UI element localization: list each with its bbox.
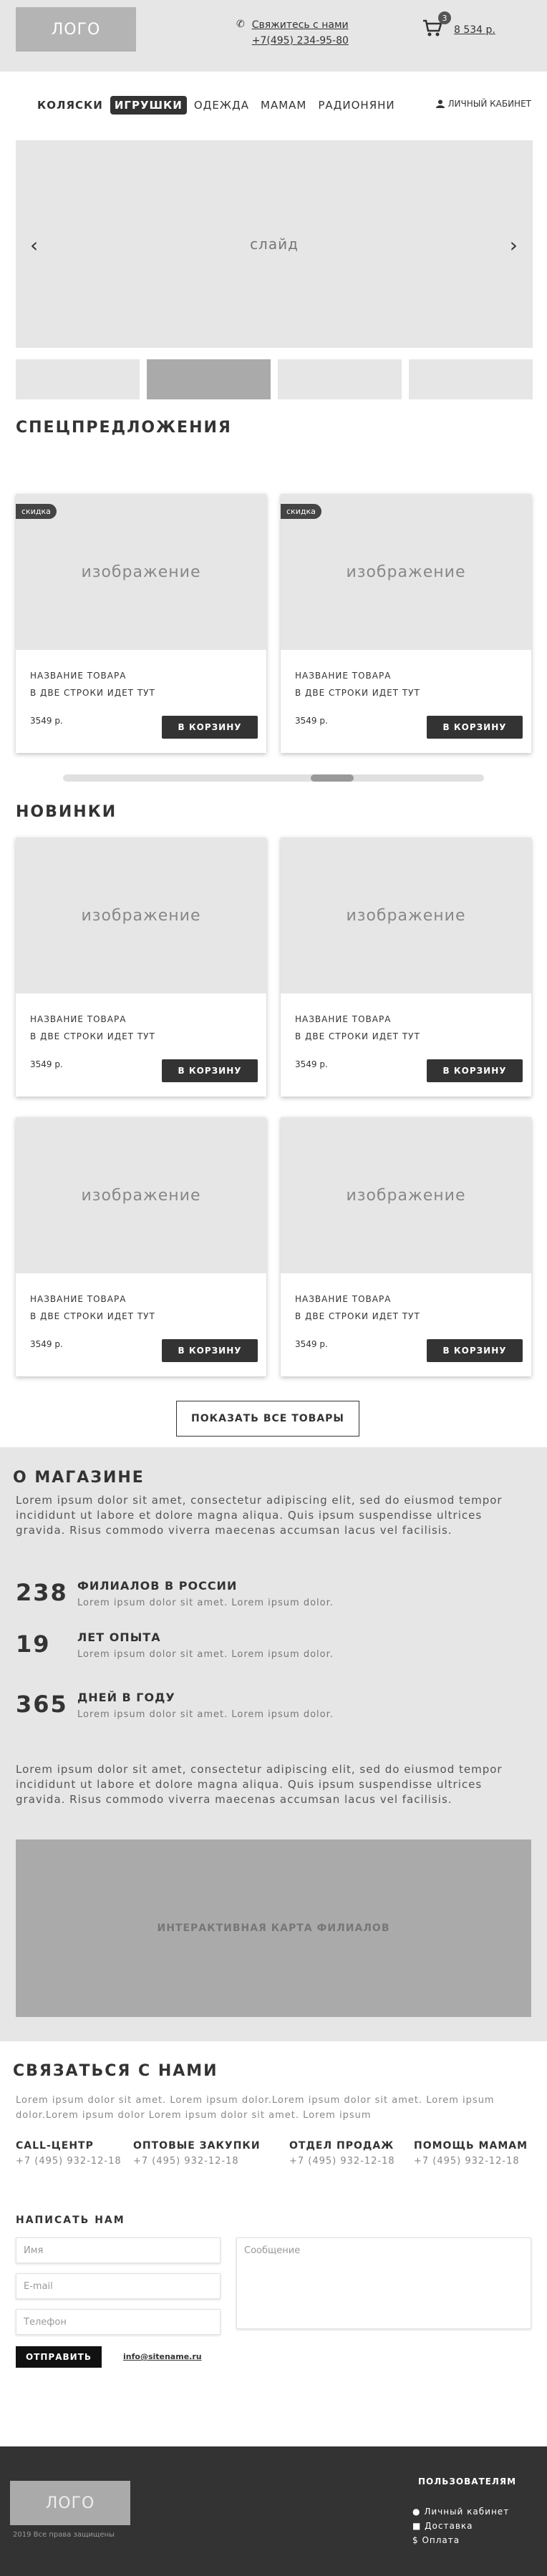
add-to-cart-button[interactable]: В КОРЗИНУ	[162, 1339, 258, 1362]
slider-prev-icon[interactable]: ‹	[30, 233, 39, 257]
header-top	[0, 0, 547, 72]
product-name-line1: НАЗВАНИЕ ТОВАРА	[295, 1014, 392, 1024]
contacts-text: Lorem ipsum dolor sit amet. Lorem ipsum dolor.Lorem ipsum dolor sit amet. Lorem ipsum dolor.Lorem ipsum dolor Lorem ipsum dolor sit amet. Lorem ipsum	[16, 2095, 495, 2121]
product-card	[281, 837, 531, 1097]
main-nav	[0, 72, 547, 139]
email-field[interactable]	[16, 2273, 221, 2299]
product-name-line2: В ДВЕ СТРОКИ ИДЕТ ТУТ	[30, 1031, 155, 1041]
nav-item-clothes[interactable]: ОДЕЖДА	[193, 99, 249, 112]
contact-column-phone[interactable]: +7 (495) 932-12-18	[133, 2156, 239, 2167]
user-icon	[436, 99, 445, 108]
product-name[interactable]	[295, 667, 420, 701]
scrollbar-thumb[interactable]	[311, 774, 354, 782]
product-name-line2: В ДВЕ СТРОКИ ИДЕТ ТУТ	[30, 688, 155, 698]
footer-users-title: ПОЛЬЗОВАТЕЛЯМ	[418, 2477, 517, 2487]
footer-link-account[interactable]	[412, 2507, 509, 2517]
product-image[interactable]: изображение	[16, 837, 266, 993]
stat-label: ДНЕЙ В ГОДУ	[77, 1691, 175, 1704]
footer	[0, 2446, 547, 2576]
stat-number: 238	[16, 1579, 68, 1606]
branches-map[interactable]: ИНТЕРАКТИВНАЯ КАРТА ФИЛИАЛОВ	[16, 1839, 531, 2017]
hero-slider[interactable]	[16, 140, 533, 348]
contact-column-title: ОТДЕЛ ПРОДАЖ	[289, 2140, 394, 2152]
cart[interactable]	[422, 13, 523, 44]
contact-column	[414, 2140, 528, 2167]
slider-thumb[interactable]	[409, 359, 533, 399]
account-label: ЛИЧНЫЙ КАБИНЕТ	[447, 99, 531, 109]
product-name[interactable]	[30, 1011, 155, 1045]
contact-block[interactable]	[236, 17, 349, 49]
product-image[interactable]: изображение	[281, 494, 531, 650]
product-name[interactable]	[30, 1291, 155, 1325]
nav-item-moms[interactable]: МАМАМ	[261, 99, 307, 112]
contact-title[interactable]: Свяжитесь с нами	[251, 19, 349, 31]
product-name-line1: НАЗВАНИЕ ТОВАРА	[295, 671, 392, 681]
slider-thumbs	[16, 359, 533, 399]
contact-column-title: ОПТОВЫЕ ЗАКУПКИ	[133, 2140, 261, 2152]
account-link[interactable]	[436, 99, 531, 109]
cart-sum[interactable]: 8 534 р.	[454, 24, 495, 36]
product-name[interactable]	[30, 667, 155, 701]
add-to-cart-button[interactable]: В КОРЗИНУ	[427, 716, 523, 739]
name-field[interactable]	[16, 2237, 221, 2263]
new-title: НОВИНКИ	[16, 803, 117, 821]
product-name[interactable]	[295, 1011, 420, 1045]
product-card	[281, 494, 531, 753]
slider-thumb-active[interactable]	[147, 359, 271, 399]
message-field[interactable]	[236, 2237, 531, 2329]
discount-badge: скидка	[281, 504, 321, 519]
specials-scrollbar[interactable]	[63, 774, 484, 782]
nav-item-toys[interactable]: ИГРУШКИ	[110, 96, 187, 115]
nav-item-strollers[interactable]: КОЛЯСКИ	[37, 99, 103, 112]
contact-column-phone[interactable]: +7 (495) 932-12-18	[289, 2156, 395, 2167]
phone-icon: ✆	[236, 19, 245, 30]
specials-title: СПЕЦПРЕДЛОЖЕНИЯ	[16, 419, 232, 437]
cart-count-badge: 3	[438, 11, 451, 24]
contact-phone[interactable]: +7(495) 234-95-80	[251, 35, 349, 47]
nav-item-baby-monitors[interactable]: РАДИОНЯНИ	[318, 99, 395, 112]
footer-link-label: Личный кабинет	[424, 2507, 510, 2517]
product-image[interactable]: изображение	[16, 1117, 266, 1273]
contact-column	[16, 2140, 122, 2167]
truck-icon: ■	[412, 2521, 422, 2531]
add-to-cart-button[interactable]: В КОРЗИНУ	[427, 1059, 523, 1082]
user-icon: ●	[412, 2507, 421, 2517]
logo[interactable]: ЛОГО	[16, 7, 136, 52]
slider-next-icon[interactable]: ›	[509, 233, 518, 257]
slider-thumb[interactable]	[278, 359, 402, 399]
contact-column	[133, 2140, 261, 2167]
product-name-line2: В ДВЕ СТРОКИ ИДЕТ ТУТ	[295, 1311, 420, 1321]
stat-item	[16, 1630, 531, 1673]
product-card	[16, 1117, 266, 1376]
stat-number: 19	[16, 1630, 51, 1658]
stat-description: Lorem ipsum dolor sit amet. Lorem ipsum dolor.	[77, 1598, 334, 1608]
contact-column-title: CALL-ЦЕНТР	[16, 2140, 94, 2152]
footer-link-delivery[interactable]	[412, 2521, 473, 2531]
product-price: 3549 р.	[30, 716, 63, 726]
add-to-cart-button[interactable]: В КОРЗИНУ	[162, 1059, 258, 1082]
stat-item	[16, 1579, 531, 1622]
footer-link-payment[interactable]	[412, 2535, 460, 2545]
show-all-button[interactable]: ПОКАЗАТЬ ВСЕ ТОВАРЫ	[176, 1401, 359, 1437]
product-name-line1: НАЗВАНИЕ ТОВАРА	[30, 1294, 127, 1304]
product-name-line2: В ДВЕ СТРОКИ ИДЕТ ТУТ	[295, 1031, 420, 1041]
product-image[interactable]: изображение	[281, 837, 531, 993]
send-button[interactable]: ОТПРАВИТЬ	[16, 2346, 102, 2368]
copyright: 2019 Все права защищены	[13, 2531, 115, 2539]
product-image[interactable]: изображение	[281, 1117, 531, 1273]
add-to-cart-button[interactable]: В КОРЗИНУ	[162, 716, 258, 739]
email-link[interactable]: info@sitename.ru	[123, 2352, 202, 2361]
product-price: 3549 р.	[295, 1059, 328, 1069]
stat-item	[16, 1691, 531, 1734]
product-price: 3549 р.	[295, 716, 328, 726]
dollar-icon: $	[412, 2535, 419, 2545]
about-text-2: Lorem ipsum dolor sit amet, consectetur adipiscing elit, sed do eiusmod tempor incididunt ut labore et dolore magna aliqua. Quis ipsum suspendisse ultrices gravida. Risus commodo viverra maecenas accumsan lacus vel facilisis.	[16, 1763, 503, 1806]
contact-column-phone[interactable]: +7 (495) 932-12-18	[16, 2156, 122, 2167]
product-name-line1: НАЗВАНИЕ ТОВАРА	[30, 1014, 127, 1024]
about-section	[0, 1447, 547, 2041]
product-card	[16, 837, 266, 1097]
about-text: Lorem ipsum dolor sit amet, consectetur adipiscing elit, sed do eiusmod tempor incididunt ut labore et dolore magna aliqua. Quis ipsum suspendisse ultrices gravida. Risus commodo viverra maecenas accumsan lacus vel facilisis.	[16, 1494, 503, 1537]
stat-label: ЛЕТ ОПЫТА	[77, 1630, 161, 1644]
contacts-title: СВЯЗАТЬСЯ С НАМИ	[13, 2062, 218, 2080]
product-name-line2: В ДВЕ СТРОКИ ИДЕТ ТУТ	[30, 1311, 155, 1321]
product-name[interactable]	[295, 1291, 420, 1325]
product-card	[281, 1117, 531, 1376]
footer-link-label: Оплата	[422, 2535, 460, 2545]
discount-badge: скидка	[16, 504, 57, 519]
footer-logo[interactable]: ЛОГО	[10, 2481, 130, 2525]
about-title: О МАГАЗИНЕ	[13, 1469, 145, 1487]
stat-number: 365	[16, 1691, 68, 1718]
contact-column	[289, 2140, 395, 2167]
product-name-line2: В ДВЕ СТРОКИ ИДЕТ ТУТ	[295, 688, 420, 698]
product-price: 3549 р.	[30, 1339, 63, 1349]
phone-field[interactable]	[16, 2309, 221, 2335]
product-name-line1: НАЗВАНИЕ ТОВАРА	[295, 1294, 392, 1304]
form-title: НАПИСАТЬ НАМ	[16, 2215, 125, 2226]
slide-label: слайд	[250, 235, 299, 253]
product-price: 3549 р.	[295, 1339, 328, 1349]
contact-column-phone[interactable]: +7 (495) 932-12-18	[414, 2156, 520, 2167]
stat-description: Lorem ipsum dolor sit amet. Lorem ipsum dolor.	[77, 1649, 334, 1660]
stat-description: Lorem ipsum dolor sit amet. Lorem ipsum dolor.	[77, 1709, 334, 1720]
contact-column-title: ПОМОЩЬ МАМАМ	[414, 2140, 528, 2152]
stat-label: ФИЛИАЛОВ В РОССИИ	[77, 1579, 238, 1593]
footer-link-label: Доставка	[425, 2521, 473, 2531]
product-name-line1: НАЗВАНИЕ ТОВАРА	[30, 671, 127, 681]
slider-thumb[interactable]	[16, 359, 140, 399]
add-to-cart-button[interactable]: В КОРЗИНУ	[427, 1339, 523, 1362]
product-card	[16, 494, 266, 753]
product-price: 3549 р.	[30, 1059, 63, 1069]
product-image[interactable]: изображение	[16, 494, 266, 650]
